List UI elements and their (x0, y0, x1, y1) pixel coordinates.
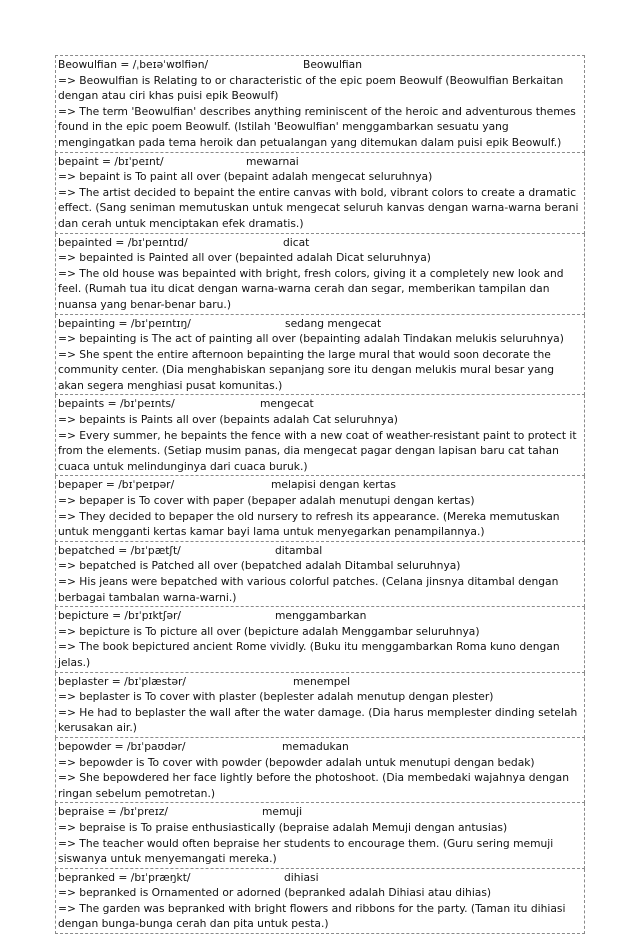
translation: memadukan (282, 739, 349, 753)
entry-head (58, 154, 582, 170)
vocabulary-list (55, 55, 585, 934)
headword: bepowder = /bɪˈpaʊdər/ (58, 739, 186, 753)
headword: bepatched = /bɪˈpætʃt/ (58, 543, 181, 557)
example: => The garden was bepranked with bright flowers and ribbons for the party. (Taman itu dihiasi dengan bunga-bunga cerah dan pita untuk pesta.) (58, 901, 566, 931)
definition: => bepaint is To paint all over (bepaint adalah mengecat seluruhnya) (58, 170, 433, 184)
entry-head (58, 870, 582, 886)
definition: => bepaper is To cover with paper (bepaper adalah menutupi dengan kertas) (58, 494, 475, 508)
headword: bepainted = /bɪˈpeɪntɪd/ (58, 235, 188, 249)
entry-bepainted (55, 234, 585, 315)
definition: => bepainted is Painted all over (bepainted adalah Dicat seluruhnya) (58, 251, 431, 265)
translation: dihiasi (284, 870, 319, 884)
headword: bepicture = /bɪˈpɪktʃər/ (58, 609, 182, 623)
entry-head (58, 674, 582, 690)
example: => The teacher would often bepraise her students to encourage them. (Guru sering memuji siswanya untuk menyemangati mereka.) (58, 836, 554, 866)
example: => The book bepictured ancient Rome vividly. (Buku itu menggambarkan Roma kuno dengan jelas.) (58, 640, 560, 669)
entry-head (58, 543, 582, 559)
translation: ditambal (275, 543, 323, 557)
headword: bepraise = /bɪˈpreɪz/ (58, 805, 168, 819)
entry-head (58, 57, 582, 73)
headword: bepainting = /bɪˈpeɪntɪŋ/ (58, 316, 191, 330)
translation: mewarnai (246, 154, 299, 168)
entry-head (58, 316, 582, 332)
example: => She bepowdered her face lightly before the photoshoot. (Dia membedaki wajahnya dengan ringan sebelum pemotretan.) (58, 771, 570, 800)
entry-head (58, 804, 582, 820)
example: => He had to beplaster the wall after the water damage. (Dia harus memplester dinding setelah kerusakan air.) (58, 705, 578, 735)
headword: bepaints = /bɪˈpeɪnts/ (58, 397, 175, 411)
entry-beplaster (55, 673, 585, 738)
entry-head (58, 739, 582, 755)
translation: memuji (262, 805, 303, 819)
definition: => beplaster is To cover with plaster (beplester adalah menutup dengan plester) (58, 690, 494, 704)
entry-bepicture (55, 607, 585, 672)
translation: mengecat (260, 397, 314, 411)
headword: bepaint = /bɪˈpeɪnt/ (58, 154, 164, 168)
headword: Beowulfian = /ˌbeɪəˈwʊlfiən/ (58, 58, 209, 71)
example: => They decided to bepaper the old nursery to refresh its appearance. (Mereka memutuskan untuk mengganti kertas kamar bayi lama untuk menyegarkan penampilannya.) (58, 509, 560, 539)
entry-bepatched (55, 542, 585, 607)
entry-bepaint (55, 153, 585, 234)
example: => The artist decided to bepaint the entire canvas with bold, vibrant colors to create a dramatic effect. (Sang seniman memutuskan untuk mengecat seluruh kanvas dengan warna-warna berani dan cerah untuk menciptakan efek dramatis.) (58, 185, 579, 230)
definition: => bepowder is To cover with powder (bepowder adalah untuk menutupi dengan bedak) (58, 755, 535, 769)
definition: => bepraise is To praise enthusiastically (bepraise adalah Memuji dengan antusias) (58, 820, 508, 834)
translation: sedang mengecat (285, 316, 382, 330)
definition: => bepainting is The act of painting all over (bepainting adalah Tindakan melukis seluruhnya) (58, 332, 564, 346)
entry-head (58, 396, 582, 412)
translation: Beowulfian (303, 58, 362, 71)
headword: bepaper = /bɪˈpeɪpər/ (58, 478, 175, 492)
entry-head (58, 477, 582, 493)
translation: menempel (293, 674, 351, 688)
definition: => bepranked is Ornamented or adorned (bepranked adalah Dihiasi atau dihias) (58, 886, 492, 900)
entry-head (58, 235, 582, 251)
example: => Every summer, he bepaints the fence with a new coat of weather-resistant paint to protect it from the elements. (Setiap musim panas, dia mengecat pagar dengan lapisan baru cat tahan cuaca untuk melindunginya dari cuaca buruk.) (58, 428, 577, 473)
entry-bepowder (55, 738, 585, 803)
headword: beplaster = /bɪˈplæstər/ (58, 674, 187, 688)
example: => The old house was bepainted with bright, fresh colors, giving it a completely new look and feel. (Rumah tua itu dicat dengan warna-warna cerah dan segar, memberikan tampilan dan nuansa yang benar-benar baru.) (58, 266, 564, 311)
example: => She spent the entire afternoon bepainting the large mural that would soon decorate the community center. (Dia menghabiskan sepanjang sore itu dengan melukis mural besar yang akan segera menghiasi pusat komunitas.) (58, 347, 555, 392)
headword: bepranked = /bɪˈpræŋkt/ (58, 870, 191, 884)
entry-bepraise (55, 803, 585, 868)
entry-bepranked (55, 869, 585, 934)
translation: melapisi dengan kertas (271, 478, 396, 492)
entry-beowulfian (55, 55, 585, 153)
translation: dicat (283, 235, 310, 249)
definition: => bepatched is Patched all over (bepatched adalah Ditambal seluruhnya) (58, 559, 461, 573)
entry-head (58, 608, 582, 624)
definition: => bepaints is Paints all over (bepaints adalah Cat seluruhnya) (58, 413, 398, 427)
example: => The term 'Beowulfian' describes anything reminiscent of the heroic and adventurous themes found in the epic poem Beowulf. (Istilah 'Beowulfian' menggambarkan sesuatu yang mengingatkan pada tema heroik dan petualangan yang ditemukan dalam puisi epik Beowulf.) (58, 104, 576, 149)
entry-bepaints (55, 395, 585, 476)
definition: => bepicture is To picture all over (bepicture adalah Menggambar seluruhnya) (58, 624, 480, 638)
translation: menggambarkan (275, 609, 367, 623)
example: => His jeans were bepatched with various colorful patches. (Celana jinsnya ditambal dengan berbagai tambalan warna-warni.) (58, 575, 559, 604)
entry-bepaper (55, 476, 585, 541)
entry-bepainting (55, 315, 585, 396)
definition: => Beowulfian is Relating to or characteristic of the epic poem Beowulf (Beowulfian Berkaitan dengan atau ciri khas puisi epik Beowulf) (58, 73, 564, 103)
